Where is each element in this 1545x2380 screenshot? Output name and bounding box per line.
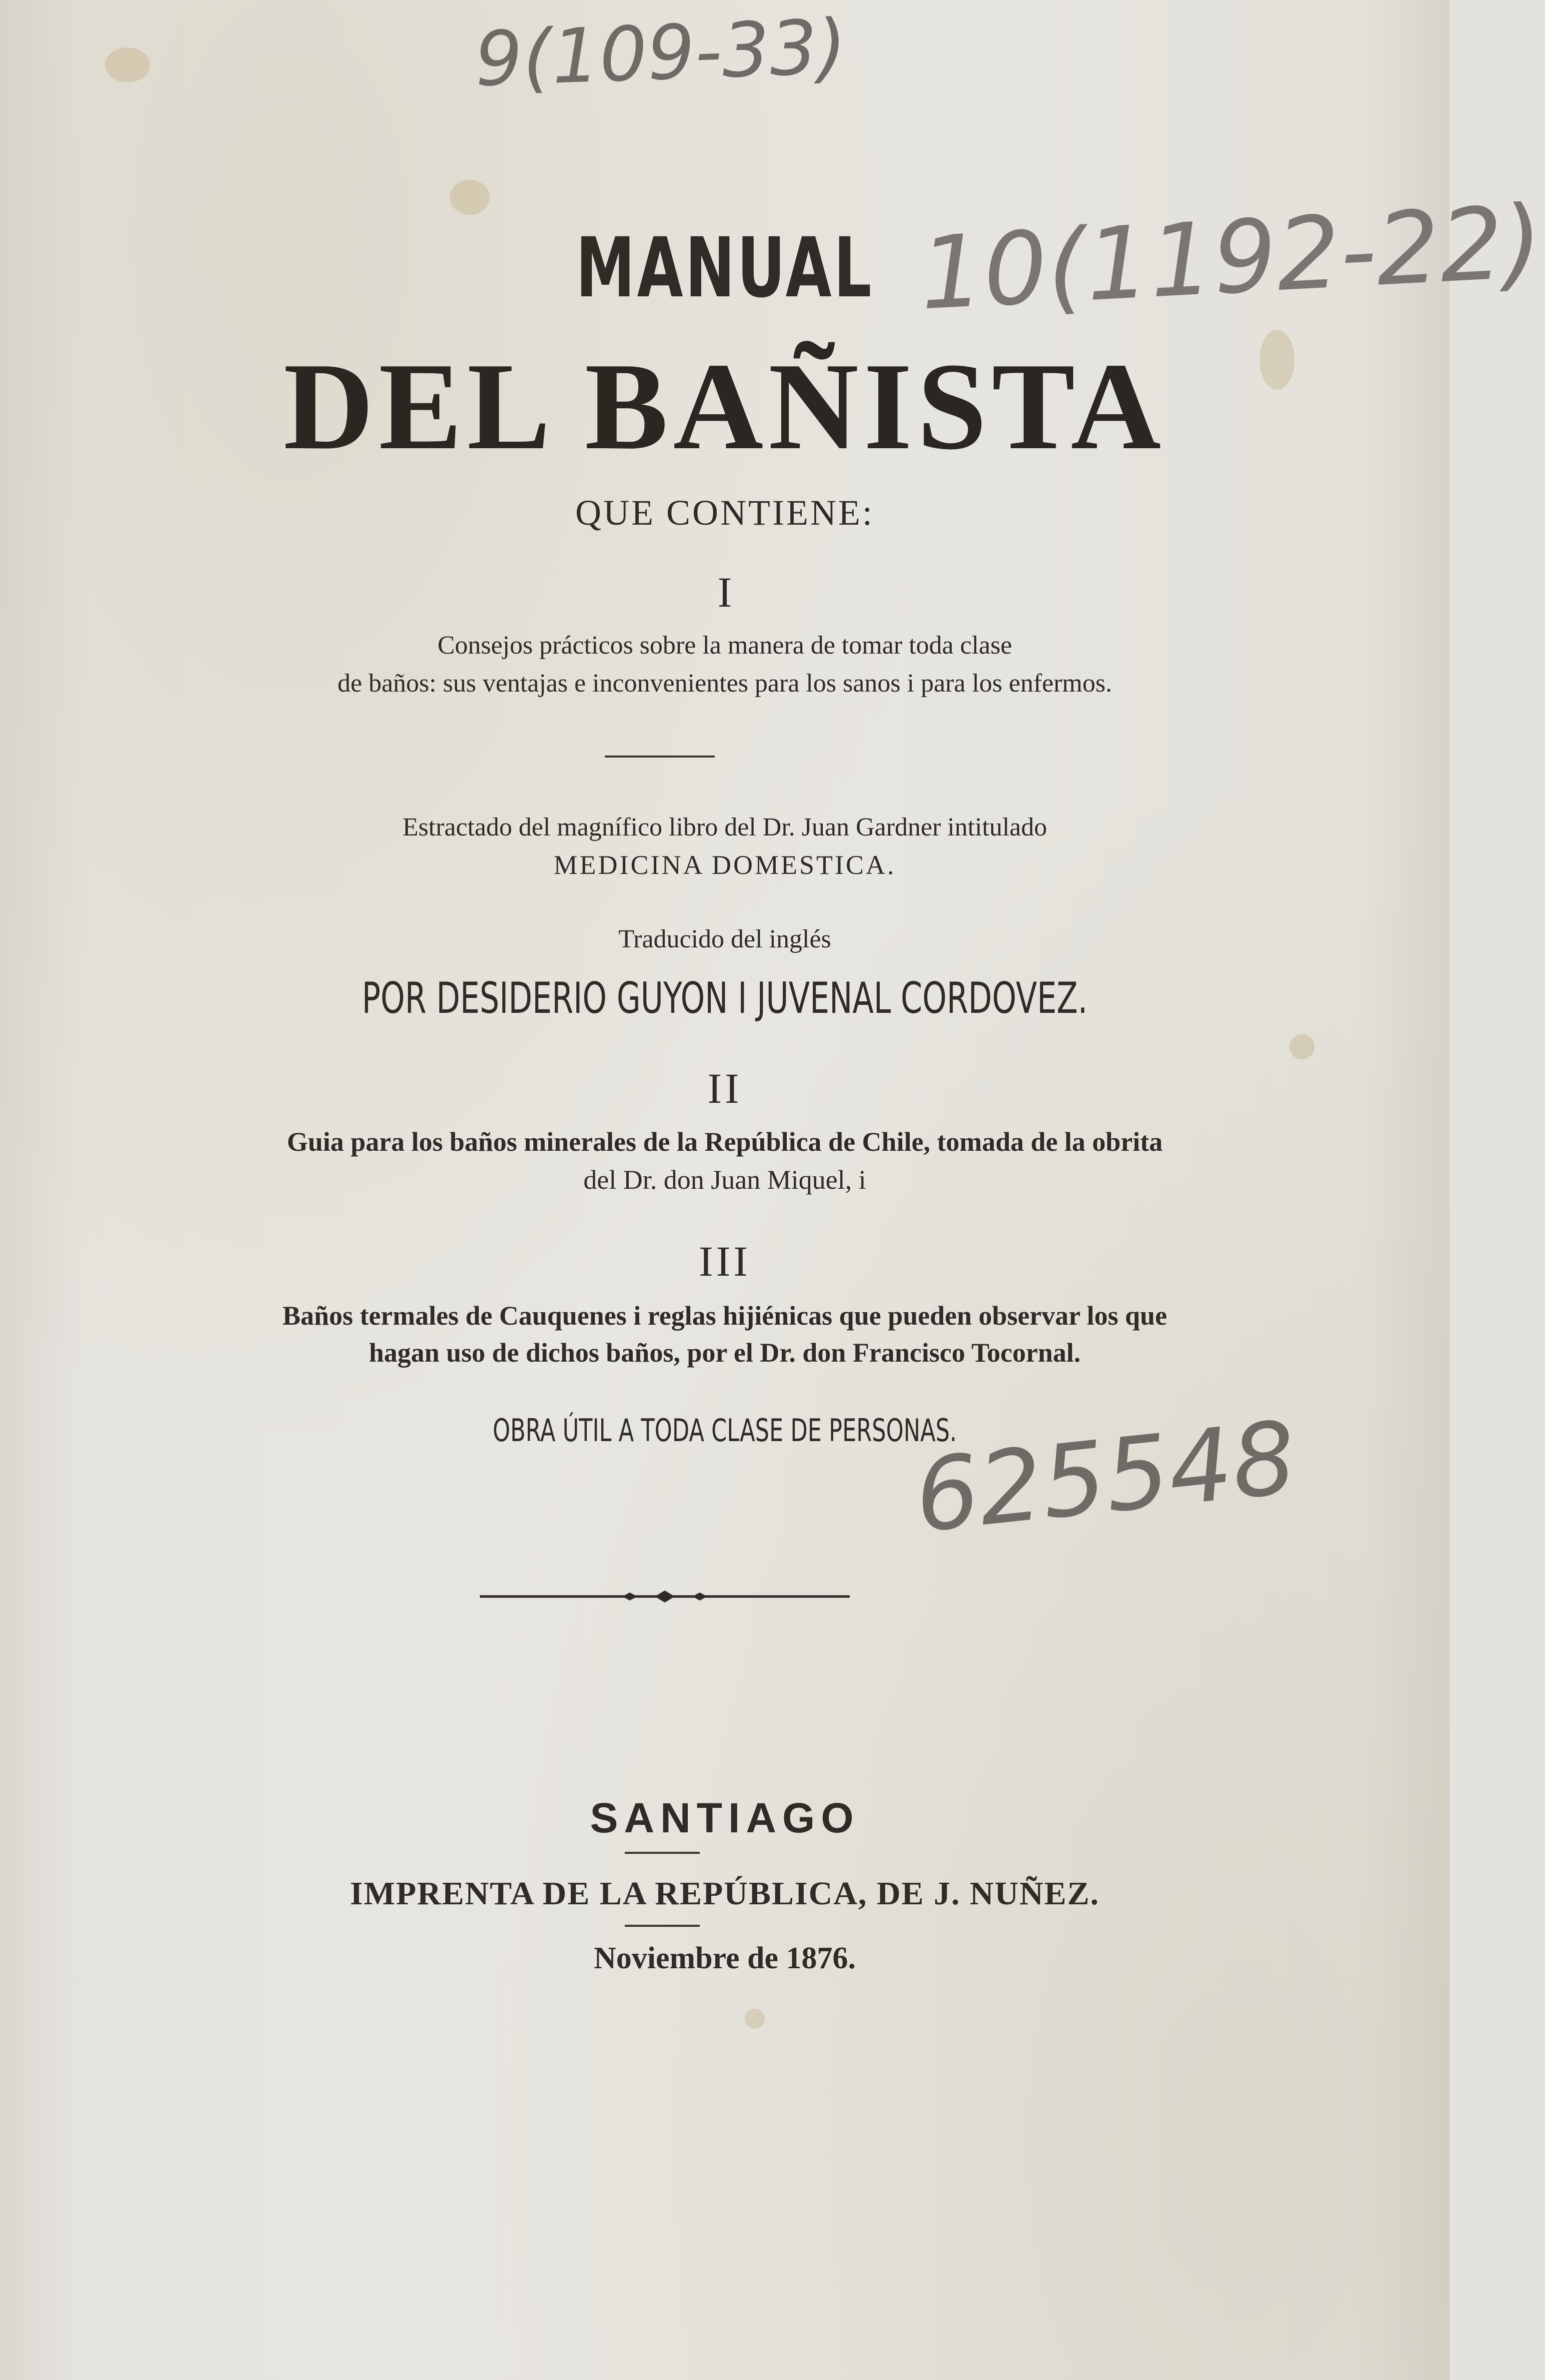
section-1-text-line-1: Consejos prácticos sobre la manera de tomar toda clase	[437, 631, 1012, 660]
foxing-spot	[1290, 1034, 1315, 1059]
foxing-spot	[745, 2009, 765, 2029]
section-1-numeral: I	[717, 568, 732, 616]
section-2-text-line-2: del Dr. don Juan Miquel, i	[583, 1165, 866, 1195]
section-1-text-line-2: de baños: sus ventajas e inconvenientes para los sanos i para los enfermos.	[337, 669, 1112, 698]
section-2-numeral: II	[707, 1064, 742, 1112]
source-line-2: MEDICINA DOMESTICA.	[553, 850, 896, 880]
handwritten-right-note: 10(1192-22)	[917, 183, 1545, 333]
subtitle-que-contiene: QUE CONTIENE:	[575, 493, 874, 533]
imprint-rule	[625, 1925, 700, 1927]
divider-rule	[605, 756, 715, 758]
section-2-text-line-1: Guia para los baños minerales de la República de Chile, tomada de la obrita	[286, 1127, 1163, 1157]
section-3-numeral: III	[699, 1237, 751, 1285]
title-line-manual: MANUAL	[576, 220, 874, 316]
translated-from-english: Traducido del inglés	[618, 925, 831, 953]
audience-line: OBRA ÚTIL A TODA CLASE DE PERSONAS.	[492, 1412, 957, 1449]
foxing-spot	[450, 180, 490, 215]
ornamental-divider	[480, 1584, 850, 1609]
foxing-spot	[105, 47, 150, 82]
imprint-printer: IMPRENTA DE LA REPÚBLICA, DE J. NUÑEZ.	[350, 1875, 1100, 1912]
source-line-1: Estractado del magnífico libro del Dr. Juan Gardner intitulado	[402, 813, 1047, 841]
section-3-text-line-2: hagan uso de dichos baños, por el Dr. don Francisco Tocornal.	[369, 1338, 1081, 1368]
handwritten-accession-number: 625548	[909, 1399, 1302, 1556]
handwritten-top-note: 9(109-33)	[473, 3, 848, 103]
title-line-del-banista: DEL BAÑISTA	[283, 337, 1166, 476]
imprint-city: SANTIAGO	[590, 1794, 860, 1841]
imprint-date: Noviembre de 1876.	[593, 1941, 856, 1975]
translators: POR DESIDERIO GUYON I JUVENAL CORDOVEZ.	[362, 973, 1088, 1023]
imprint-rule	[625, 1852, 700, 1854]
section-3-text-line-1: Baños termales de Cauquenes i reglas hijiénicas que pueden observar los que	[282, 1301, 1167, 1331]
